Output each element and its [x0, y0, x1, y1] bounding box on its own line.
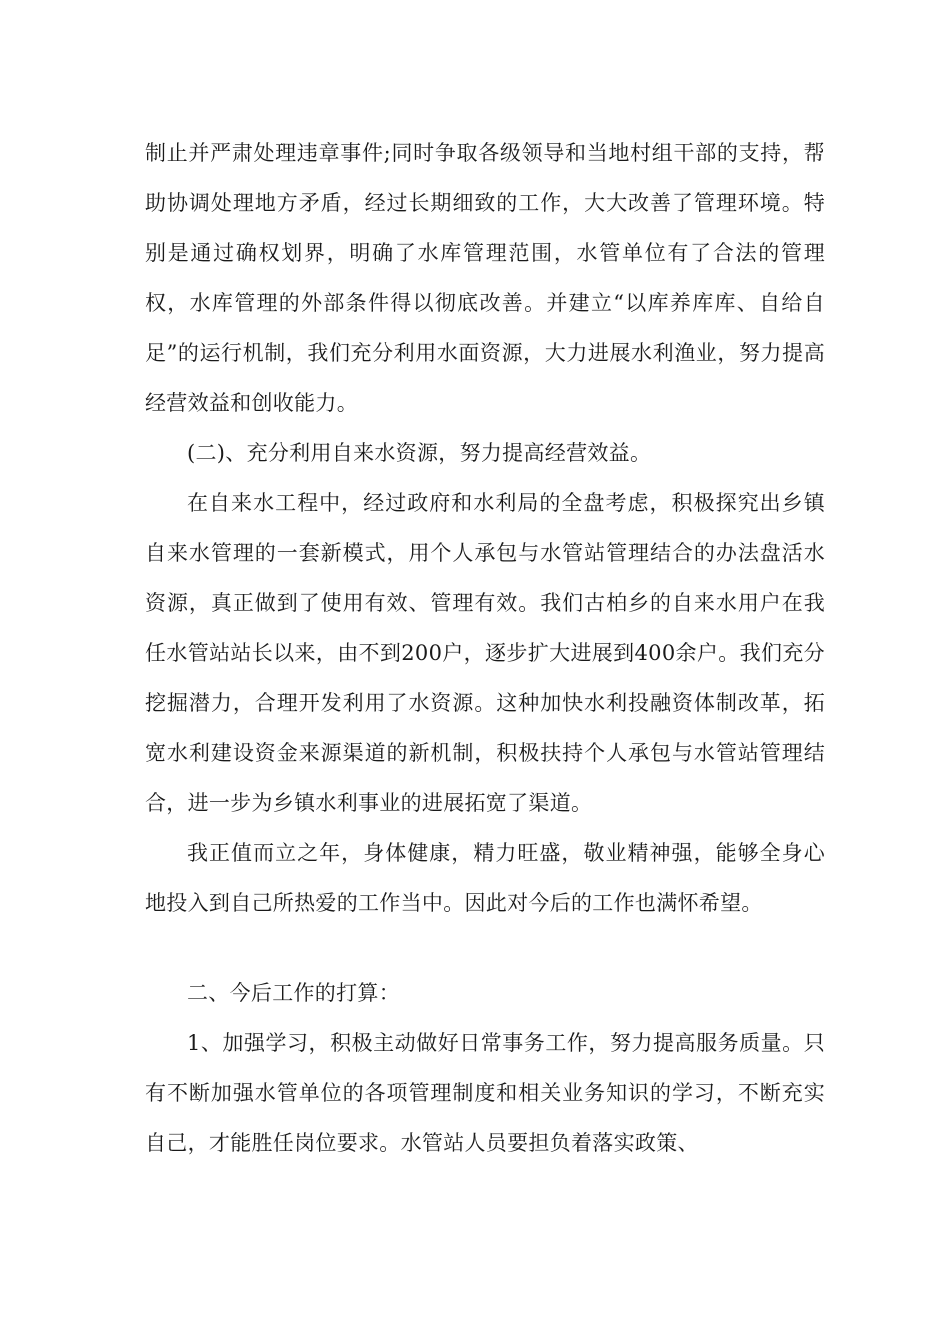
- paragraph-tap-water: 在自来水工程中，经过政府和水利局的全盘考虑，积极探究出乡镇自来水管理的一套新模式，用个人承包与水管站管理结合的办法盘活水资源，真正做到了使用有效、管理有效。我们古柏乡的自来水用户在我任水管站站长以来，由不到200户，逐步扩大进展到400余户。我们充分挖掘潜力，合理开发利用了水资源。这种加快水利投融资体制改革，拓宽水利建设资金来源渠道的新机制，积极扶持个人承包与水管站管理结合，进一步为乡镇水利事业的进展拓宽了渠道。: [145, 491, 825, 815]
- section-heading: 二、今后工作的打算：: [187, 981, 400, 1005]
- paragraph-study: 1、加强学习，积极主动做好日常事务工作，努力提高服务质量。只有不断加强水管单位的各项管理制度和相关业务知识的学习，不断充实自己，才能胜任岗位要求。水管站人员要担负着落实政策、: [145, 1031, 825, 1155]
- paragraph-spacer: [145, 928, 825, 968]
- paragraph-continued: 制止并严肃处理违章事件;同时争取各级领导和当地村组干部的支持，帮助协调处理地方矛盾，经过长期细致的工作，大大改善了管理环境。特别是通过确权划界，明确了水库管理范围，水管单位有了合法的管理权，水库管理的外部条件得以彻底改善。并建立“以库养库库、自给自足”的运行机制，我们充分利用水面资源，大力进展水利渔业，努力提高经营效益和创收能力。: [145, 141, 825, 415]
- paragraph-personal: 我正值而立之年，身体健康，精力旺盛，敬业精神强，能够全身心地投入到自己所热爱的工作当中。因此对今后的工作也满怀希望。: [145, 841, 825, 915]
- document-body: [145, 128, 825, 1168]
- subsection-heading: (二)、充分利用自来水资源，努力提高经营效益。: [187, 441, 652, 465]
